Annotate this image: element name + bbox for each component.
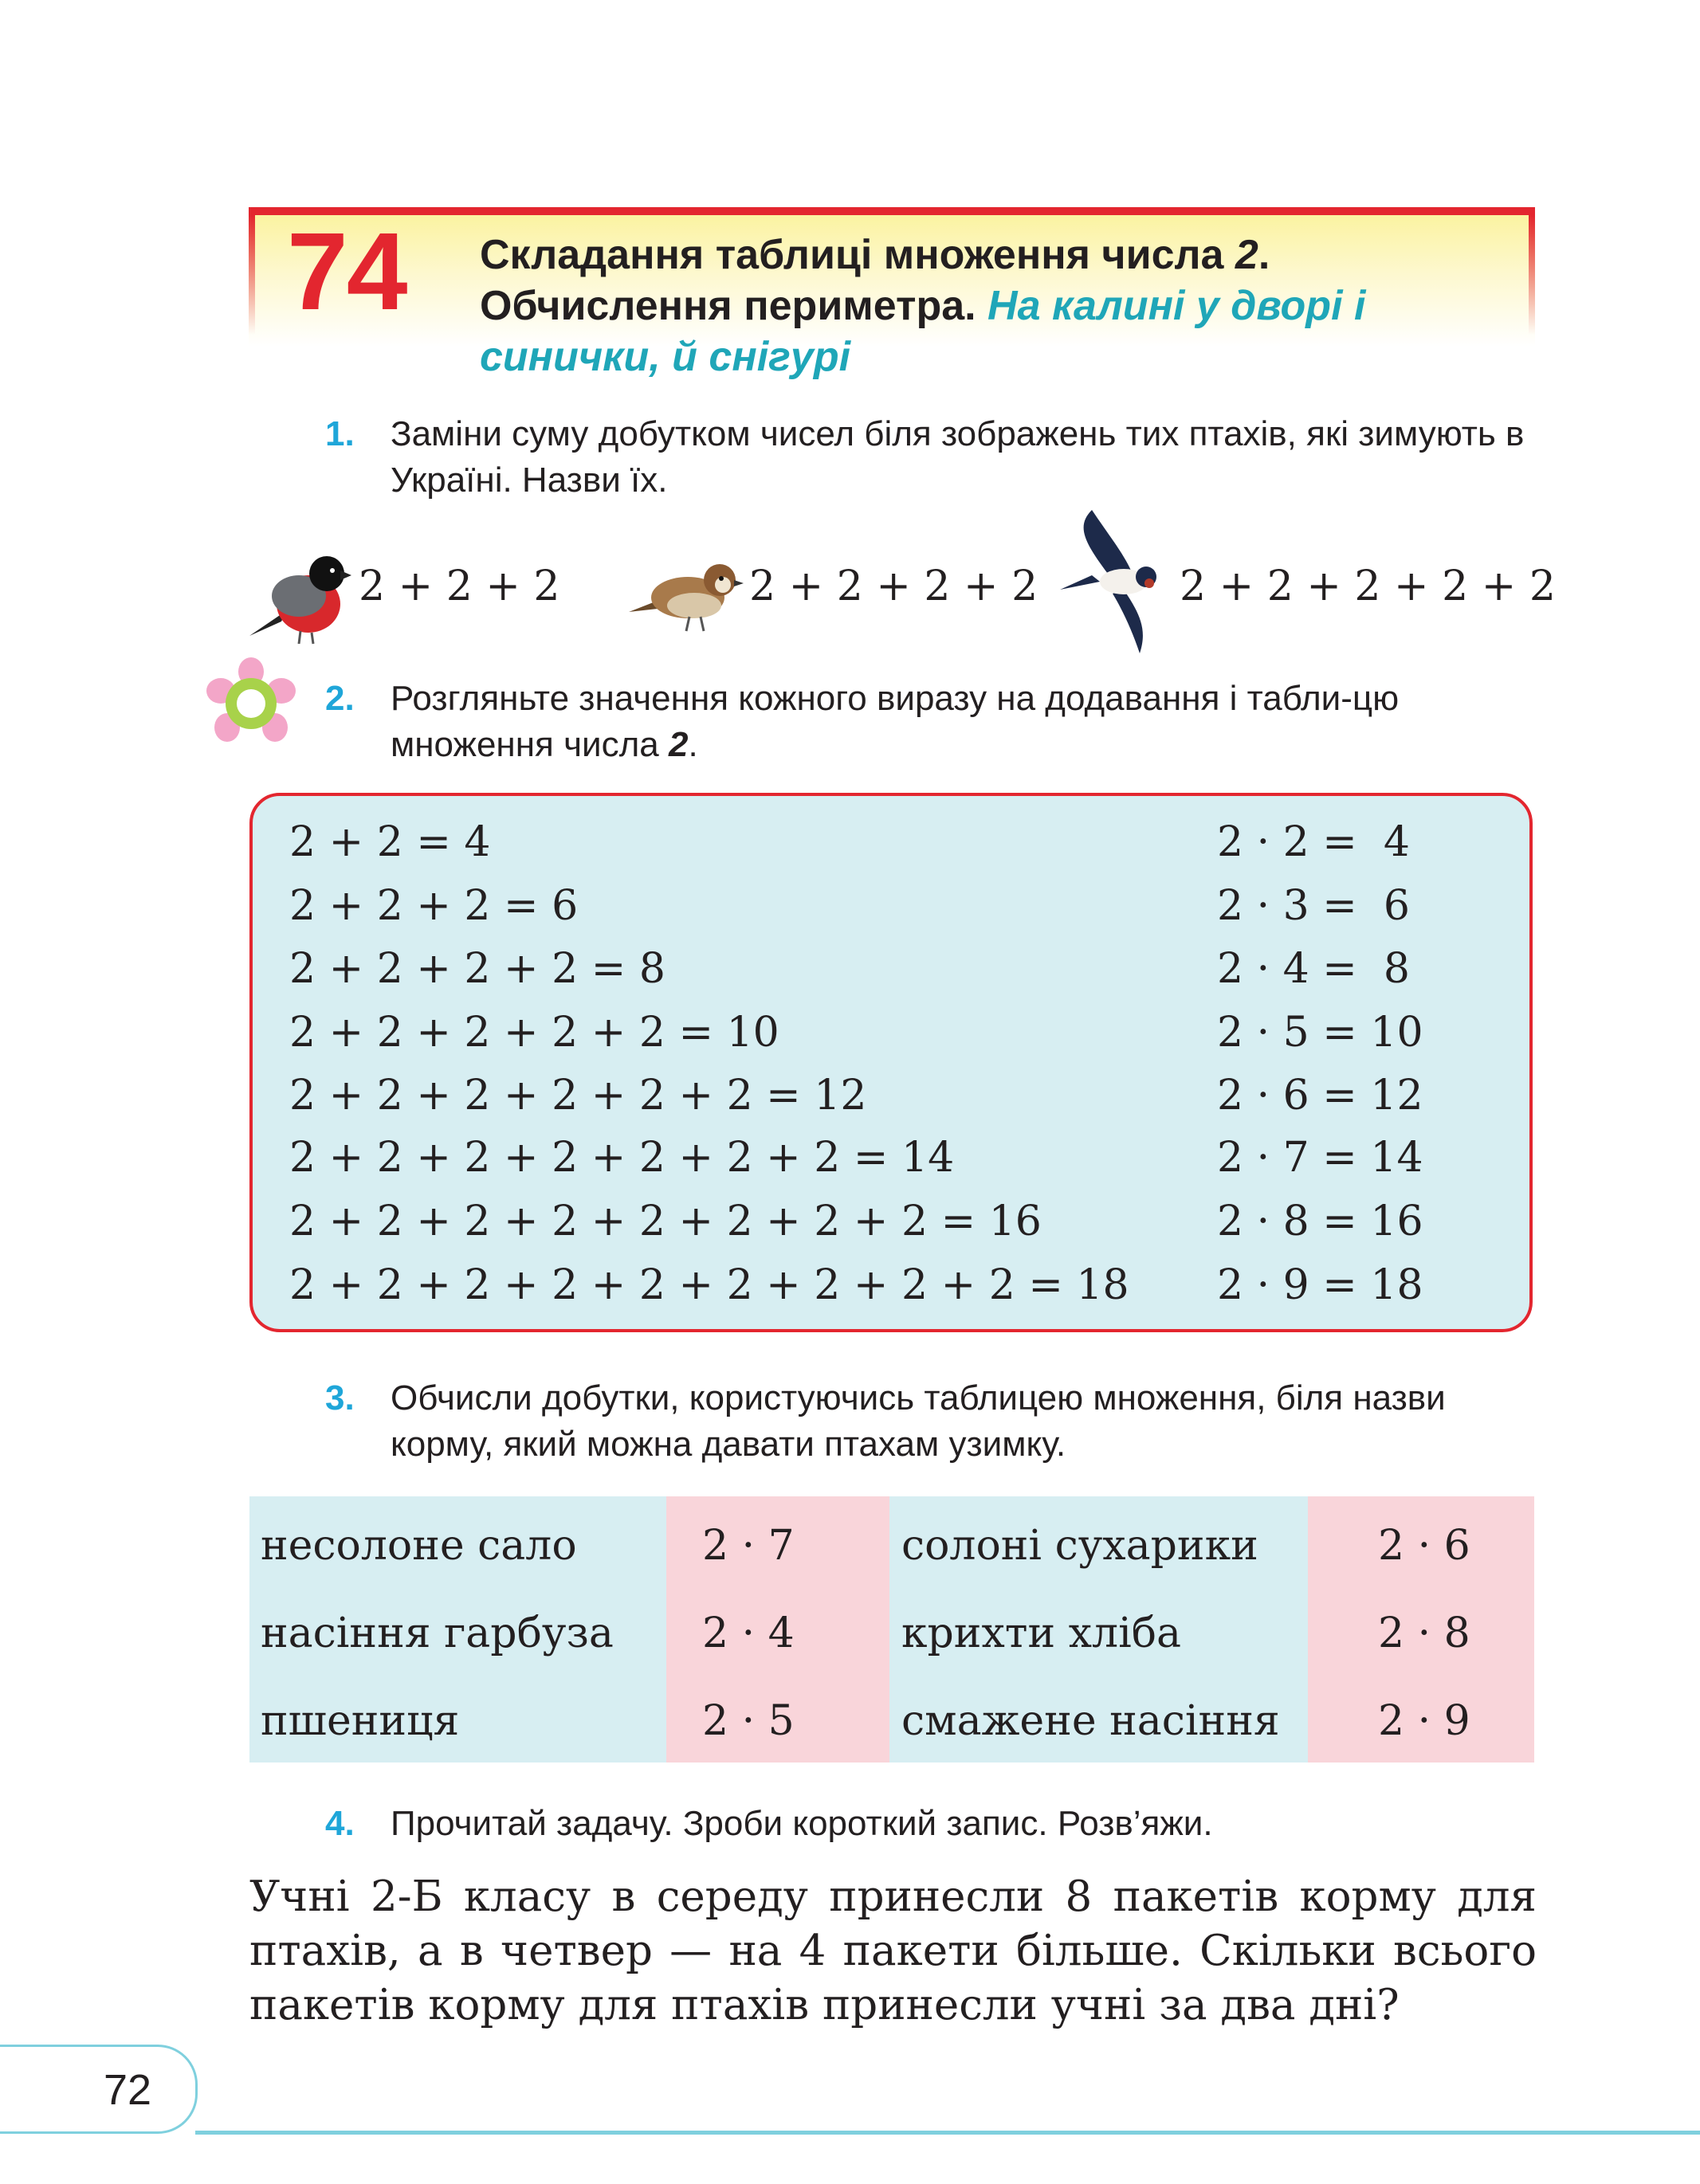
product-row: 2 · 3 = 6 — [1217, 882, 1410, 930]
food-name: крихти хліба — [901, 1610, 1182, 1657]
task1-text: Заміни суму добутком чисел біля зображень тих птахів, які зимують в Україні. Назви їх. — [391, 414, 1525, 500]
footer-line — [195, 2131, 1700, 2135]
problem-line: пакетів корму для птахів принесли учні за два дні? — [249, 1981, 1400, 2029]
sum-row: 2 + 2 + 2 + 2 + 2 + 2 + 2 + 2 + 2 = 18 — [289, 1261, 1129, 1309]
food-expression: 2 · 4 — [702, 1610, 795, 1657]
title-part1: Складання таблиці множення числа — [480, 232, 1235, 278]
product-row: 2 · 9 = 18 — [1217, 1261, 1423, 1309]
task4-number: 4. — [325, 1804, 355, 1843]
title-part2: . Обчислення периметра. — [480, 232, 1270, 329]
task2-number: 2. — [325, 679, 355, 718]
food-name: смажене насіння — [901, 1697, 1280, 1745]
multiplication-table-box — [249, 793, 1533, 1332]
bird-food-table — [249, 1496, 1534, 1762]
bird1-expression: 2 + 2 + 2 — [359, 563, 560, 610]
product-row: 2 · 2 = 4 — [1217, 818, 1410, 866]
task2-text-main: Розгляньте значення кожного виразу на додавання і табли-цю множення числа — [391, 679, 1400, 764]
word-problem — [249, 1870, 1537, 2033]
sum-row: 2 + 2 + 2 + 2 = 8 — [289, 945, 665, 993]
page-number: 72 — [104, 2066, 152, 2114]
task4-text: Прочитай задачу. Зроби короткий запис. Розв’яжи. — [391, 1804, 1213, 1843]
sum-row: 2 + 2 + 2 + 2 + 2 + 2 + 2 + 2 = 16 — [289, 1198, 1042, 1245]
sum-row: 2 + 2 = 4 — [289, 818, 491, 866]
sparrow-icon — [626, 548, 745, 636]
bullfinch-icon — [243, 548, 355, 648]
product-row: 2 · 6 = 12 — [1217, 1072, 1423, 1119]
product-row: 2 · 5 = 10 — [1217, 1009, 1423, 1057]
lesson-number: 74 — [287, 210, 406, 333]
task2-text — [391, 676, 1538, 768]
food-name: насіння гарбуза — [261, 1610, 614, 1657]
title-subtitle: На калині у дворі і синички, й снігурі — [480, 283, 1366, 380]
lesson-title — [480, 229, 1532, 382]
sum-row: 2 + 2 + 2 + 2 + 2 + 2 = 12 — [289, 1072, 867, 1119]
product-row: 2 · 8 = 16 — [1217, 1198, 1423, 1245]
food-expression: 2 · 8 — [1378, 1610, 1470, 1657]
task2-text-end: . — [688, 725, 698, 764]
sum-row: 2 + 2 + 2 + 2 + 2 + 2 + 2 = 14 — [289, 1134, 955, 1182]
problem-line: птахів, а в четвер — на 4 пакети більше. Скільки всього — [249, 1927, 1537, 1975]
product-row: 2 · 4 = 8 — [1217, 945, 1410, 993]
food-name: несолоне сало — [261, 1522, 577, 1570]
task3-text: Обчисли добутки, користуючись таблицею множення, біля назви корму, який можна давати птахам узимку. — [391, 1378, 1446, 1464]
task3-number: 3. — [325, 1378, 355, 1417]
product-row: 2 · 7 = 14 — [1217, 1134, 1423, 1182]
sum-row: 2 + 2 + 2 = 6 — [289, 882, 579, 930]
food-expression: 2 · 9 — [1378, 1697, 1470, 1745]
problem-line: Учні 2-Б класу в середу принесли 8 пакетів корму для — [249, 1872, 1537, 1921]
swallow-icon — [1060, 510, 1180, 653]
page-number-tab — [0, 2045, 198, 2134]
food-expression: 2 · 7 — [702, 1522, 795, 1570]
food-expression: 2 · 5 — [702, 1697, 795, 1745]
bird2-expression: 2 + 2 + 2 + 2 — [749, 563, 1038, 610]
food-expression: 2 · 6 — [1378, 1522, 1470, 1570]
bird3-expression: 2 + 2 + 2 + 2 + 2 — [1180, 563, 1556, 610]
food-name: солоні сухарики — [901, 1522, 1258, 1570]
food-name: пшениця — [261, 1697, 460, 1745]
title-number: 2 — [1235, 232, 1258, 278]
task1-number: 1. — [325, 414, 355, 453]
task2-text-number: 2 — [668, 725, 689, 764]
sum-row: 2 + 2 + 2 + 2 + 2 = 10 — [289, 1009, 779, 1057]
pair-work-flower-icon — [203, 657, 299, 749]
